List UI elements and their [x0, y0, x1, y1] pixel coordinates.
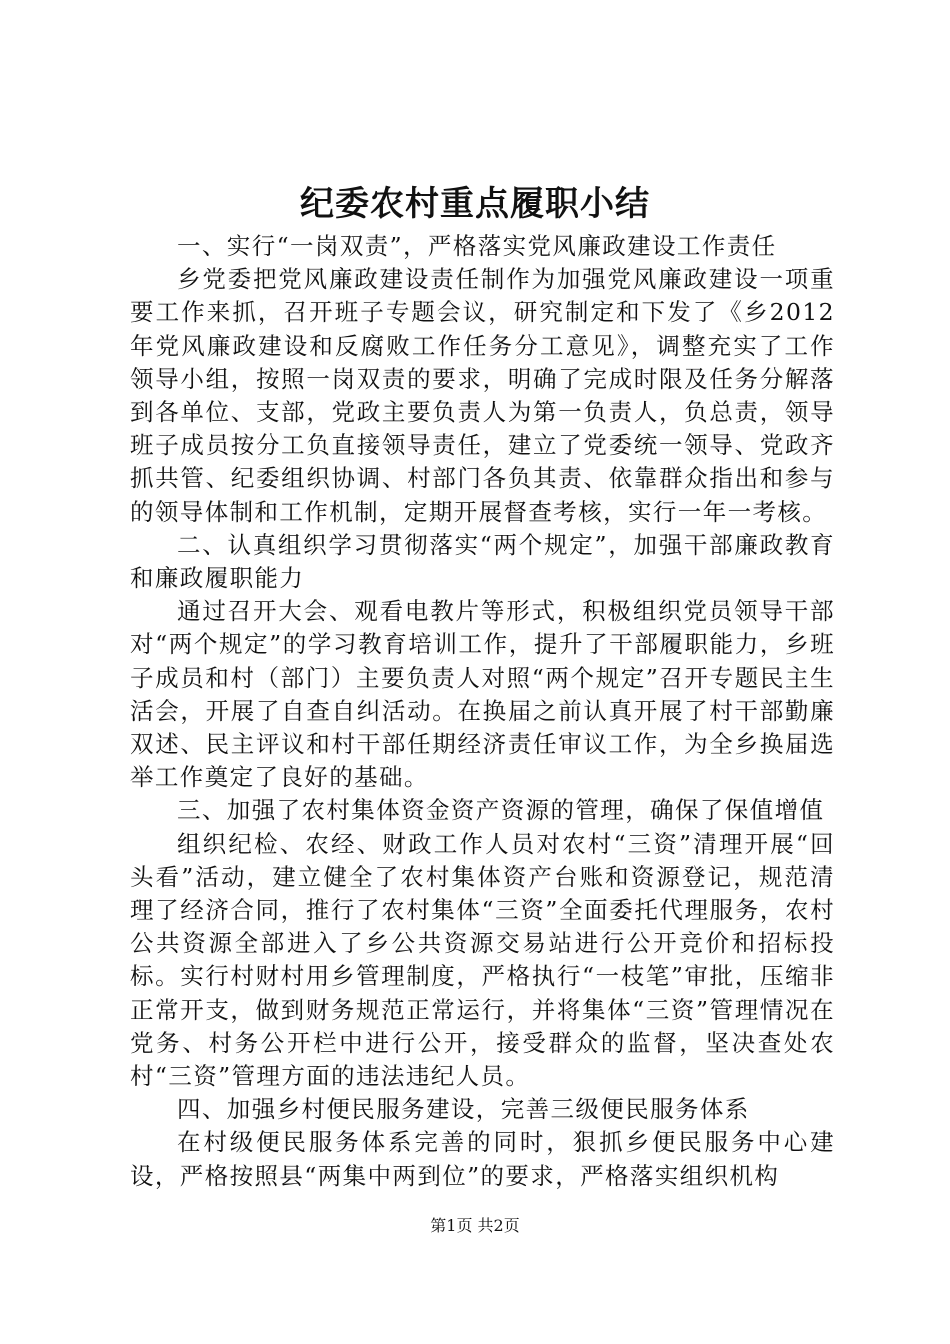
section-paragraph-4: 在村级便民服务体系完善的同时，狠抓乡便民服务中心建设，严格按照县“两集中两到位”的要求，严格落实组织机构	[130, 1128, 835, 1190]
section-paragraph-1: 乡党委把党风廉政建设责任制作为加强党风廉政建设一项重要工作来抓，召开班子专题会议，研究制定和下发了《乡2012年党风廉政建设和反腐败工作任务分工意见》，调整充实了工作领导小组，按照一岗双责的要求，明确了完成时限及任务分解落到各单位、支部，党政主要负责人为第一负责人，负总责，领导班子成员按分工负直接领导责任，建立了党委统一领导、党政齐抓共管、纪委组织协调、村部门各负其责、依靠群众指出和参与的领导体制和工作机制，定期开展督查考核，实行一年一考核。	[130, 265, 835, 526]
section-heading-1: 一、实行“一岗双责”，严格落实党风廉政建设工作责任	[177, 232, 777, 260]
section-paragraph-3: 组织纪检、农经、财政工作人员对农村“三资”清理开展“回头看”活动，建立健全了农村集体资产台账和资源登记，规范清理了经济合同，推行了农村集体“三资”全面委托代理服务，农村公共资源全部进入了乡公共资源交易站进行公开竞价和招标投标。实行村财村用乡管理制度，严格执行“一枝笔”审批，压缩非正常开支，做到财务规范正常运行，并将集体“三资”管理情况在党务、村务公开栏中进行公开，接受群众的监督，坚决查处农村“三资”管理方面的违法违纪人员。	[130, 829, 835, 1091]
document-body	[130, 230, 835, 1193]
section-paragraph-2: 通过召开大会、观看电教片等形式，积极组织党员领导干部对“两个规定”的学习教育培训工作，提升了干部履职能力，乡班子成员和村（部门）主要负责人对照“两个规定”召开专题民主生活会，开展了自查自纠活动。在换届之前认真开展了村干部勤廉双述、民主评议和村干部任期经济责任审议工作，为全乡换届选举工作奠定了良好的基础。	[130, 597, 835, 792]
page-number-footer: 第1页 共2页	[430, 1216, 520, 1235]
section-heading-2: 二、认真组织学习贯彻落实“两个规定”，加强干部廉政教育和廉政履职能力	[130, 530, 835, 593]
section-heading-4: 四、加强乡村便民服务建设，完善三级便民服务体系	[177, 1095, 750, 1124]
section-heading-3: 三、加强了农村集体资金资产资源的管理，确保了保值增值	[177, 796, 825, 825]
document-title: 纪委农村重点履职小结	[300, 184, 650, 224]
